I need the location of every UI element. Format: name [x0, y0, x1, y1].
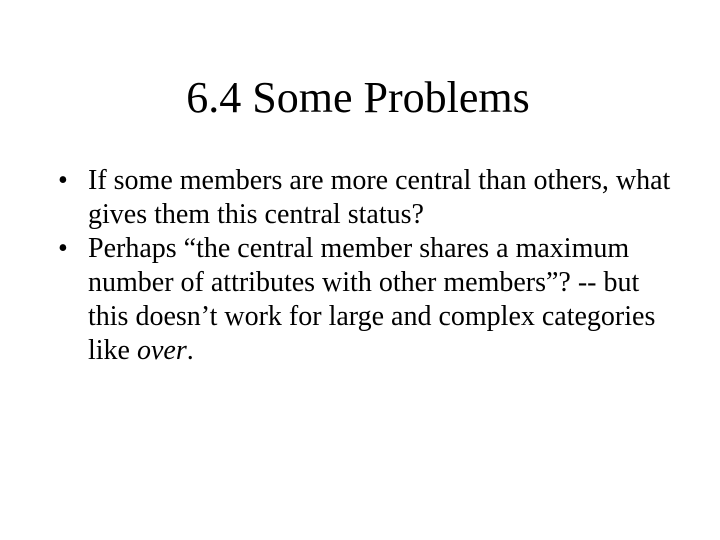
bullet-marker: •: [58, 165, 68, 196]
bullet-text-2-body: Perhaps “the central member shares a maximum number of attributes with other members”? -- but this doesn’t work for large and complex categories like: [88, 233, 656, 366]
bullet-text-1-body: If some members are more central than others, what gives them this central status?: [88, 165, 671, 230]
bullet-item-1: [58, 164, 678, 232]
bullet-text-2-emphasis: over: [137, 335, 187, 366]
bullet-marker: •: [58, 233, 68, 264]
bullet-item-2: [58, 232, 678, 368]
bullet-text-2: [88, 233, 655, 366]
bullet-list: [58, 164, 678, 368]
slide-title: 6.4 Some Problems: [186, 73, 530, 122]
bullet-text-1: [88, 165, 670, 230]
bullet-text-2-tail: .: [186, 335, 194, 366]
